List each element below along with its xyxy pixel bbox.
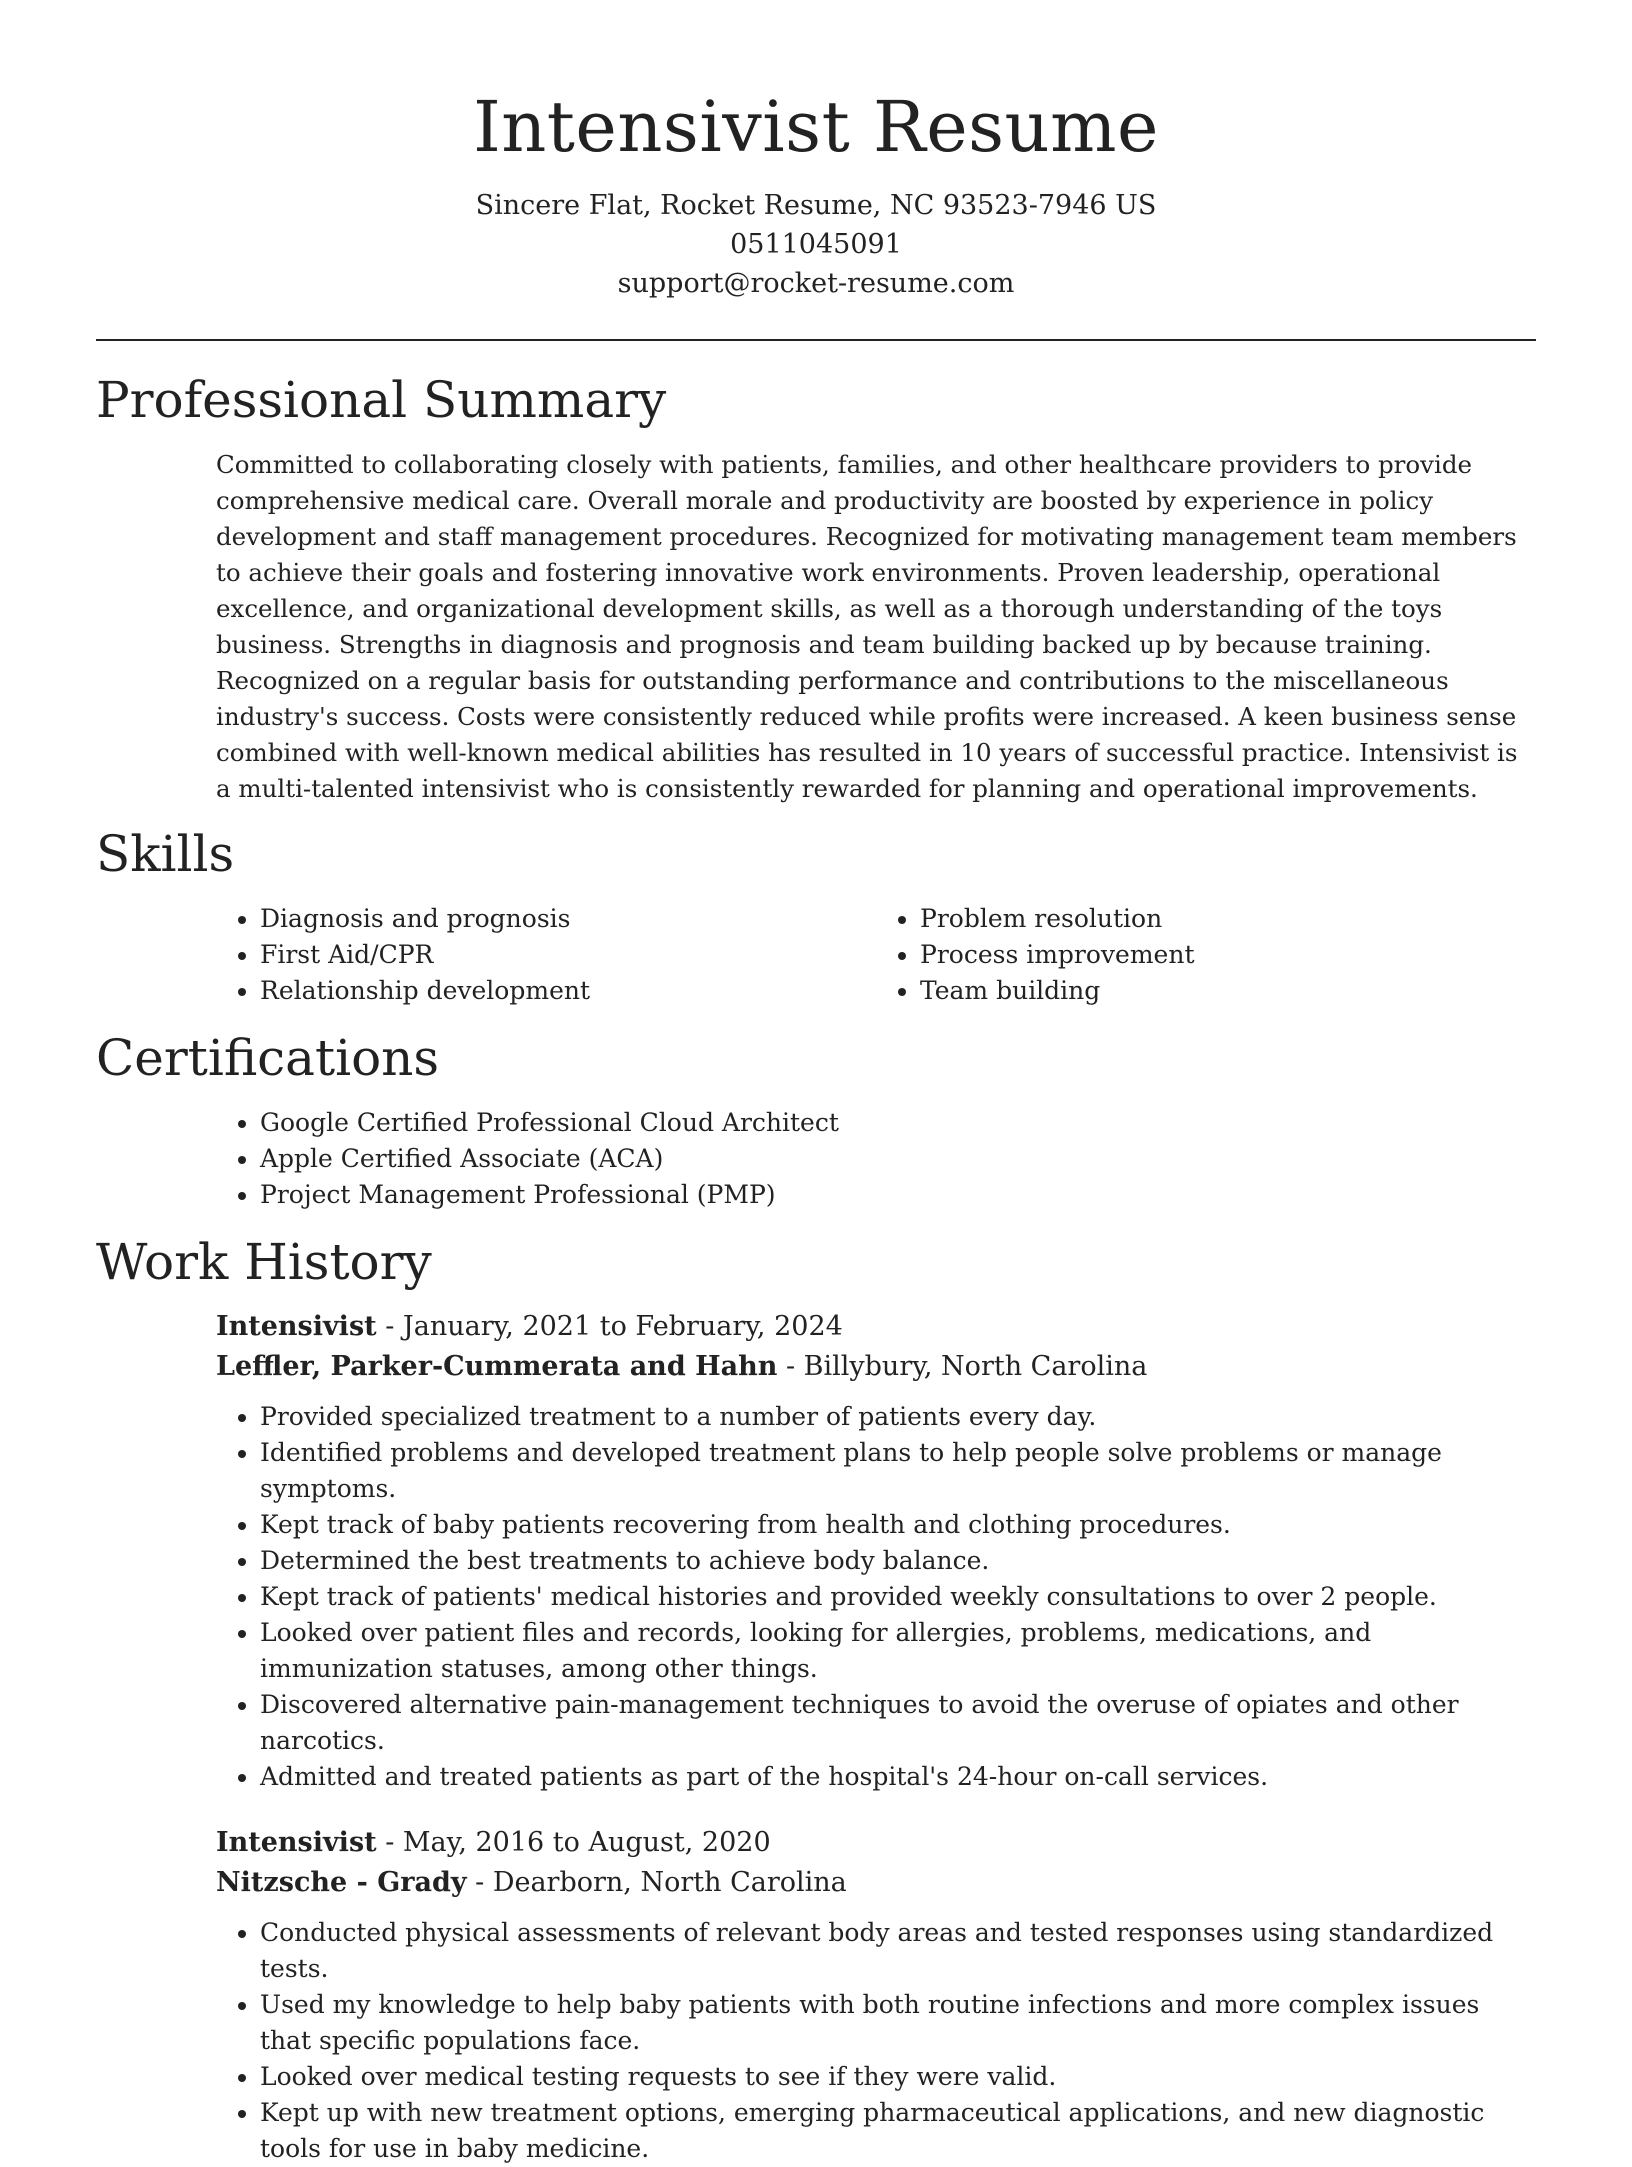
resume-title: Intensivist Resume	[473, 86, 1159, 168]
phone: 0511045091	[730, 229, 902, 260]
job-company: Leffler, Parker-Cummerata and Hahn	[216, 1351, 778, 1382]
list-item: • Determined the best treatments to achieve body balance.	[260, 1543, 1536, 1579]
list-item: • First Aid/CPR	[260, 937, 876, 973]
list-item: • Used my knowledge to help baby patients with both routine infections and more complex issues that specific populations face.	[260, 1987, 1536, 2059]
list-item: • Conducted physical assessments of relevant body areas and tested responses using standardized tests.	[260, 1915, 1536, 1987]
list-item: • Diagnosis and prognosis	[260, 901, 876, 937]
job-dates: - January, 2021 to February, 2024	[376, 1311, 843, 1342]
email: support@rocket-resume.com	[617, 268, 1015, 299]
job-dates: - May, 2016 to August, 2020	[376, 1827, 771, 1858]
job-location: - Billybury, North Carolina	[777, 1351, 1148, 1382]
list-item: • Discovered alternative pain-management techniques to avoid the overuse of opiates and other narcotics.	[260, 1687, 1536, 1759]
list-item: • Provided specialized treatment to a number of patients every day.	[260, 1399, 1536, 1435]
header-divider	[96, 339, 1536, 341]
list-item: • Kept track of baby patients recovering from health and clothing procedures.	[260, 1507, 1536, 1543]
job-title-line	[216, 1307, 1536, 1347]
list-item: • Kept up with new treatment options, emerging pharmaceutical applications, and new diagnostic tools for use in baby medicine.	[260, 2095, 1536, 2167]
job-title-line	[216, 1823, 1536, 1863]
skills-section	[96, 823, 1536, 1009]
summary-heading: Professional Summary	[96, 371, 667, 429]
certifications-list	[216, 1105, 1536, 1213]
job-entry	[96, 1307, 1536, 1795]
list-item: • Looked over medical testing requests to see if they were valid.	[260, 2059, 1536, 2095]
list-item: • Team building	[920, 973, 1536, 1009]
list-item: • Identified problems and developed treatment plans to help people solve problems or manage symptoms.	[260, 1435, 1536, 1507]
address: Sincere Flat, Rocket Resume, NC 93523-7946 US	[475, 190, 1157, 221]
skills-heading: Skills	[96, 825, 235, 883]
job-company-line	[216, 1863, 1536, 1903]
work-history-section	[96, 1231, 1536, 2167]
resume-header	[96, 0, 1536, 303]
list-item: • Kept track of patients' medical histories and provided weekly consultations to over 2 people.	[260, 1579, 1536, 1615]
skills-columns	[96, 901, 1536, 1009]
job-duties-list	[216, 1915, 1536, 2167]
list-item: • Looked over patient files and records, looking for allergies, problems, medications, and immunization statuses, among other things.	[260, 1615, 1536, 1687]
certifications-heading: Certifications	[96, 1029, 440, 1087]
summary-text: Committed to collaborating closely with patients, families, and other healthcare providers to provide comprehensive medical care. Overall morale and productivity are boosted by experience in policy development and staff management procedures. Recognized for motivating management team members to achieve their goals and fostering innovative work environments. Proven leadership, operational excellence, and organizational development skills, as well as a thorough understanding of the toys business. Strengths in diagnosis and prognosis and team building backed up by because training. Recognized on a regular basis for outstanding performance and contributions to the miscellaneous industry's success. Costs were consistently reduced while profits were increased. A keen business sense combined with well-known medical abilities has resulted in 10 years of successful practice. Intensivist is a multi-talented intensivist who is consistently rewarded for planning and operational improvements.	[216, 450, 1518, 803]
skills-list-right	[876, 901, 1536, 1009]
summary-section	[96, 369, 1536, 807]
job-company-line	[216, 1347, 1536, 1387]
list-item: • Problem resolution	[920, 901, 1536, 937]
list-item: • Admitted and treated patients as part of the hospital's 24-hour on-call services.	[260, 1759, 1536, 1795]
list-item: • Process improvement	[920, 937, 1536, 973]
certifications-section	[96, 1027, 1536, 1213]
job-duties-list	[216, 1399, 1536, 1795]
job-role: Intensivist	[216, 1311, 377, 1342]
list-item: • Relationship development	[260, 973, 876, 1009]
work-history-heading: Work History	[96, 1233, 432, 1291]
list-item: • Google Certified Professional Cloud Architect	[260, 1105, 1536, 1141]
job-entry	[96, 1823, 1536, 2167]
skills-list-left	[216, 901, 876, 1009]
job-role: Intensivist	[216, 1827, 377, 1858]
list-item: • Project Management Professional (PMP)	[260, 1177, 1536, 1213]
job-location: - Dearborn, North Carolina	[466, 1867, 847, 1898]
job-company: Nitzsche - Grady	[216, 1867, 467, 1898]
contact-info	[96, 186, 1536, 303]
list-item: • Apple Certified Associate (ACA)	[260, 1141, 1536, 1177]
